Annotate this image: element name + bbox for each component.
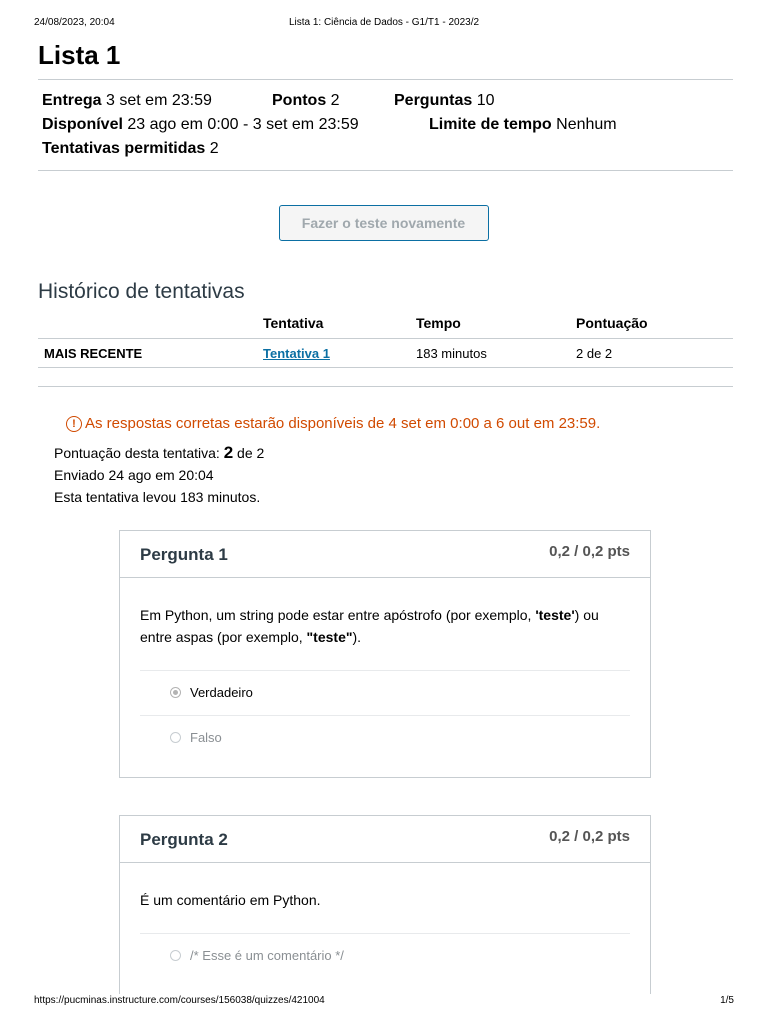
- column-header: [38, 315, 263, 339]
- available-label: Disponível: [42, 116, 123, 133]
- score-suffix: de 2: [237, 445, 265, 461]
- print-header: [34, 17, 734, 31]
- print-page-number: 1/5: [720, 995, 734, 1006]
- column-header-time: Tempo: [416, 315, 576, 339]
- questions-value: 10: [476, 92, 495, 109]
- available-value: 23 ago em 0:00 - 3 set em 23:59: [127, 116, 359, 133]
- table-row: [38, 339, 733, 368]
- answers-availability-notice: [66, 414, 733, 434]
- answer-list: [140, 933, 630, 978]
- attempt-history-table: [38, 315, 733, 368]
- score-value: 2: [223, 443, 234, 462]
- divider: [38, 386, 733, 387]
- question-text-part: Em Python, um string pode estar entre apóstrofo (por exemplo,: [140, 607, 536, 623]
- questions-label: Perguntas: [394, 92, 473, 109]
- print-title: Lista 1: Ciência de Dados - G1/T1 - 2023/2: [288, 17, 480, 28]
- answer-label: /* Esse é um comentário */: [190, 948, 344, 963]
- attempt-cell: [263, 339, 416, 368]
- question-points: 0,2 / 0,2 pts: [549, 828, 630, 845]
- score-line: [54, 442, 733, 464]
- quiz-details: [38, 80, 733, 170]
- print-url: https://pucminas.instructure.com/courses/156038/quizzes/421004: [34, 995, 325, 1006]
- attempt-link[interactable]: Tentativa 1: [263, 345, 330, 361]
- duration-line: Esta tentativa levou 183 minutos.: [54, 489, 261, 505]
- time-limit-value: Nenhum: [556, 116, 617, 133]
- question-header: [120, 816, 650, 863]
- attempts-detail: [42, 137, 219, 161]
- question-text-part: ).: [352, 629, 362, 645]
- points-detail: [272, 89, 340, 113]
- details-row-3: [42, 137, 733, 161]
- column-header-score: Pontuação: [576, 315, 733, 339]
- radio-icon[interactable]: [170, 950, 181, 961]
- answer-option-falso[interactable]: [140, 716, 630, 760]
- due-detail: [42, 89, 212, 113]
- answer-list: [140, 670, 630, 760]
- submitted-line: Enviado 24 ago em 20:04: [54, 467, 214, 483]
- radio-icon[interactable]: [170, 732, 181, 743]
- details-row-2: [42, 113, 733, 137]
- question-text-bold: "teste": [306, 629, 353, 645]
- answer-label: Falso: [190, 730, 222, 745]
- time-limit-label: Limite de tempo: [429, 116, 552, 133]
- column-header-attempt: Tentativa: [263, 315, 416, 339]
- due-value: 3 set em 23:59: [106, 92, 212, 109]
- score-label: Pontuação desta tentativa:: [54, 445, 220, 461]
- history-title: Histórico de tentativas: [38, 280, 245, 303]
- question-points: 0,2 / 0,2 pts: [549, 543, 630, 560]
- question-name: Pergunta 2: [140, 830, 228, 849]
- alert-circle-icon: !: [66, 416, 82, 432]
- time-cell: 183 minutos: [416, 339, 576, 368]
- retake-quiz-button[interactable]: Fazer o teste novamente: [279, 205, 489, 241]
- question-name: Pergunta 1: [140, 545, 228, 564]
- question-text-part: ) ou entre aspas (por exemplo,: [140, 607, 599, 645]
- questions-detail: [394, 89, 495, 113]
- attempts-value: 2: [209, 140, 219, 157]
- points-value: 2: [330, 92, 340, 109]
- question-2: [119, 815, 651, 994]
- question-text-bold: 'teste': [535, 607, 575, 623]
- retake-wrap: [38, 205, 733, 241]
- divider: [38, 170, 733, 171]
- question-text: É um comentário em Python.: [140, 892, 321, 908]
- radio-selected-icon[interactable]: [170, 687, 181, 698]
- question-header: [120, 531, 650, 578]
- quiz-content: [38, 38, 733, 508]
- attempts-label: Tentativas permitidas: [42, 140, 206, 157]
- answer-option-comment[interactable]: [140, 934, 630, 978]
- page-title: Lista 1: [38, 40, 121, 70]
- points-label: Pontos: [272, 92, 327, 109]
- score-cell: 2 de 2: [576, 339, 733, 368]
- recent-label: MAIS RECENTE: [38, 339, 263, 368]
- table-header-row: [38, 315, 733, 339]
- notice-text: As respostas corretas estarão disponíveis de 4 set em 0:00 a 6 out em 23:59.: [85, 415, 601, 432]
- question-body: [120, 578, 650, 760]
- due-label: Entrega: [42, 92, 102, 109]
- answer-option-verdadeiro[interactable]: [140, 671, 630, 716]
- answer-label: Verdadeiro: [190, 685, 253, 700]
- available-detail: [42, 113, 359, 137]
- print-date: 24/08/2023, 20:04: [34, 17, 115, 28]
- details-row-1: [42, 89, 733, 113]
- print-footer: [34, 995, 734, 1009]
- time-limit-detail: [429, 113, 617, 137]
- attempt-summary: [54, 442, 733, 508]
- question-1: [119, 530, 651, 778]
- question-text: [140, 604, 630, 648]
- question-body: [120, 863, 650, 978]
